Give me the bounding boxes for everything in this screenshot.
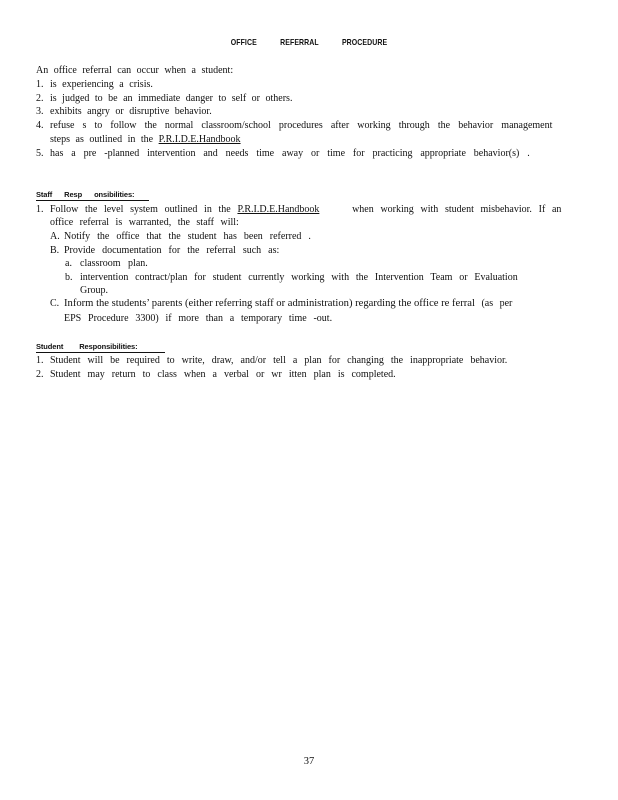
- page-title: OFFICE REFERRAL PROCEDURE: [230, 37, 388, 47]
- staff-heading-underline: [36, 200, 149, 201]
- list-item-continuation: office referral is warranted, the staff will:: [50, 217, 239, 228]
- list-item-continuation: steps as outlined in the P.R.I.D.E.Handbook: [50, 134, 241, 145]
- list-item: a. classroom plan.: [65, 258, 148, 269]
- list-item: 1. Follow the level system outlined in the P.R.I.D.E.Handbook when working with student misbehavior. If an: [36, 204, 562, 215]
- list-item: b. intervention contract/plan for student currently working with the Intervention Team or Evaluation: [65, 272, 518, 283]
- student-heading-underline: [36, 352, 165, 353]
- student-heading: Student Responsibilities:: [36, 342, 138, 351]
- handbook-link: P.R.I.D.E.Handbook: [237, 204, 320, 215]
- list-item-continuation: EPS Procedure 3300) if more than a temporary time -out.: [64, 313, 333, 324]
- staff-heading: Staff Resp onsibilities:: [36, 190, 135, 199]
- handbook-link: P.R.I.D.E.Handbook: [158, 134, 241, 145]
- list-item: 2. Student may return to class when a verbal or wr itten plan is completed.: [36, 369, 396, 380]
- list-item: 1. is experiencing a crisis.: [36, 79, 153, 90]
- page-number: 37: [303, 756, 315, 767]
- list-item: 5. has a pre -planned intervention and needs time away or time for practicing appropriate behavior(s) .: [36, 148, 530, 159]
- list-item: B. Provide documentation for the referral such as:: [50, 245, 280, 256]
- list-item: A. Notify the office that the student has been referred .: [50, 231, 311, 242]
- list-item: C. Inform the students’ parents (either referring staff or administration) regarding the office re ferral (as per: [50, 298, 513, 309]
- list-item: 1. Student will be required to write, draw, and/or tell a plan for changing the inappropriate behavior.: [36, 355, 508, 366]
- list-item-continuation: Group.: [80, 285, 109, 296]
- list-item: 4. refuse s to follow the normal classroom/school procedures after working through the behavior management: [36, 120, 553, 131]
- intro-text: An office referral can occur when a student:: [36, 65, 234, 76]
- list-item: 3. exhibits angry or disruptive behavior.: [36, 106, 212, 117]
- list-item: 2. is judged to be an immediate danger to self or others.: [36, 93, 293, 104]
